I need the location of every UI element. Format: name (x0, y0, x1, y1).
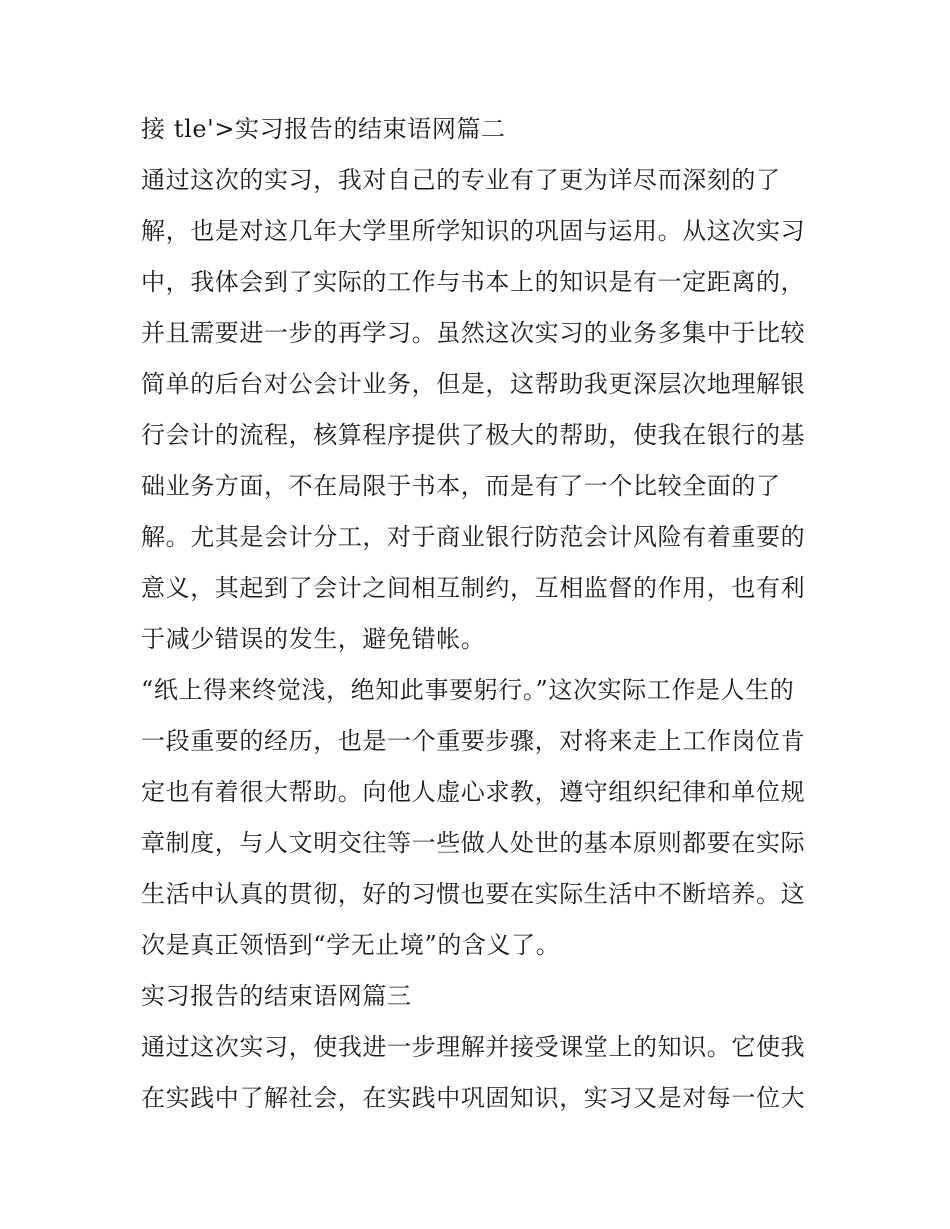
heading-line: 实习报告的结束语网篇三 (141, 982, 412, 1010)
text-line: 次是真正领悟到“学无止境”的含义了。 (141, 931, 561, 959)
text-line: 中，我体会到了实际的工作与书本上的知识是有一定距离的， (141, 268, 806, 296)
text-line: 通过这次实习，使我进一步理解并接受课堂上的知识。它使我 (141, 1033, 806, 1061)
text-line: 在实践中了解社会，在实践中巩固知识，实习又是对每一位大 (141, 1084, 806, 1112)
text-line: 生活中认真的贯彻，好的习惯也要在实际生活中不断培养。这 (141, 880, 806, 908)
text-line: 解。尤其是会计分工，对于商业银行防范会计风险有着重要的 (141, 523, 806, 551)
text-line: 定也有着很大帮助。向他人虚心求教，遵守组织纪律和单位规 (141, 778, 806, 806)
text-line: 通过这次的实习，我对自己的专业有了更为详尽而深刻的了 (141, 166, 781, 194)
heading-line: 接 tle'>实习报告的结束语网篇二 (141, 115, 506, 143)
text-line: 解，也是对这几年大学里所学知识的巩固与运用。从这次实习 (141, 217, 806, 245)
text-line: 于减少错误的发生，避免错帐。 (141, 625, 486, 653)
text-line: 行会计的流程，核算程序提供了极大的帮助，使我在银行的基 (141, 421, 806, 449)
text-line: 章制度，与人文明交往等一些做人处世的基本原则都要在实际 (141, 829, 806, 857)
text-line: 一段重要的经历，也是一个重要步骤，对将来走上工作岗位肯 (141, 727, 806, 755)
text-line: 础业务方面，不在局限于书本，而是有了一个比较全面的了 (141, 472, 781, 500)
text-line: 意义，其起到了会计之间相互制约，互相监督的作用，也有利 (141, 574, 806, 602)
text-line: “纸上得来终觉浅，绝知此事要躬行。”这次实际工作是人生的 (141, 676, 795, 704)
text-line: 并且需要进一步的再学习。虽然这次实习的业务多集中于比较 (141, 319, 806, 347)
document-body (141, 104, 813, 1124)
text-line: 简单的后台对公会计业务，但是，这帮助我更深层次地理解银 (141, 370, 806, 398)
